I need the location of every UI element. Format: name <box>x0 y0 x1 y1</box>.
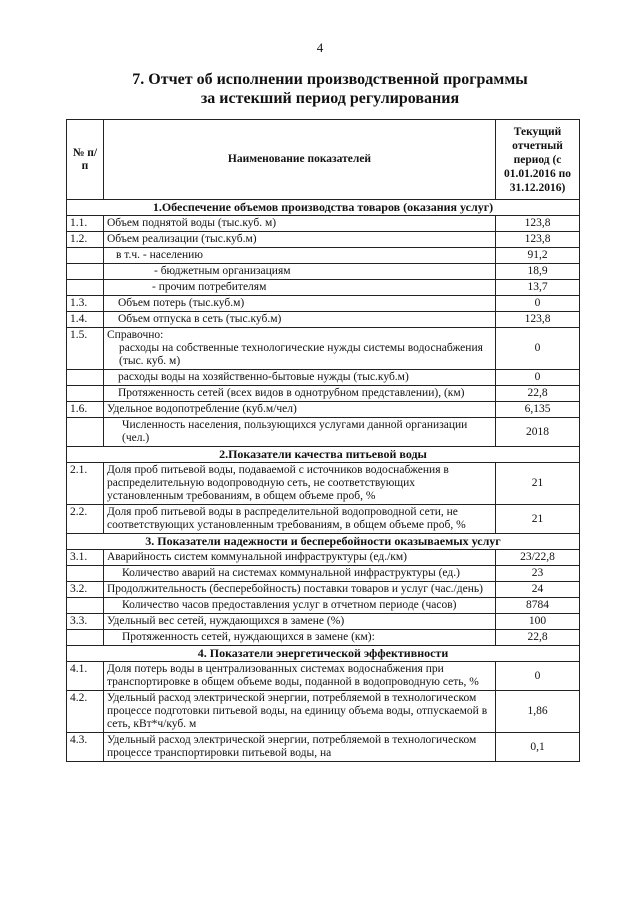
row-value: 21 <box>496 463 580 505</box>
section-title: 1.Обеспечение объемов производства товаров (оказания услуг) <box>67 200 580 216</box>
row-value: 0 <box>496 296 580 312</box>
indicator-text-line: расходы на собственные технологические нужды системы водоснабжения (тыс. куб. м) <box>119 342 483 367</box>
section-header <box>67 447 580 463</box>
table-row <box>67 232 580 248</box>
table-row <box>67 264 580 280</box>
table-row <box>67 733 580 762</box>
row-indicator-name: Объем реализации (тыс.куб.м) <box>104 232 496 248</box>
report-body <box>67 200 580 762</box>
row-number <box>67 630 104 646</box>
table-row <box>67 598 580 614</box>
row-value: 21 <box>496 505 580 534</box>
row-indicator-name: Объем поднятой воды (тыс.куб. м) <box>104 216 496 232</box>
row-value: 1,86 <box>496 691 580 733</box>
title-line-1: 7. Отчет об исполнении производственной программы <box>132 71 528 88</box>
row-indicator-name: Объем отпуска в сеть (тыс.куб.м) <box>104 312 496 328</box>
table-row <box>67 418 580 447</box>
table-row <box>67 402 580 418</box>
row-number: 4.3. <box>67 733 104 762</box>
row-value: 23/22,8 <box>496 550 580 566</box>
row-number: 3.1. <box>67 550 104 566</box>
row-indicator-name: Доля проб питьевой воды в распределительной водопроводной сети, не соответствующих установленным требованиям, в общем объеме проб, % <box>104 505 496 534</box>
indicator-text-line: Справочно: <box>107 329 164 341</box>
row-value: 18,9 <box>496 264 580 280</box>
row-number <box>67 264 104 280</box>
row-number <box>67 386 104 402</box>
row-indicator-name: Протяженность сетей, нуждающихся в замене (км): <box>104 630 496 646</box>
row-number <box>67 598 104 614</box>
row-value: 91,2 <box>496 248 580 264</box>
section-title: 2.Показатели качества питьевой воды <box>67 447 580 463</box>
row-number: 1.2. <box>67 232 104 248</box>
row-indicator-name: Доля проб питьевой воды, подаваемой с источников водоснабжения в распределительную водопроводную сеть, не соответствующих установленным требованиям, в общем объеме проб, % <box>104 463 496 505</box>
table-row <box>67 630 580 646</box>
row-number <box>67 280 104 296</box>
row-value: 8784 <box>496 598 580 614</box>
page-number: 4 <box>316 40 324 55</box>
row-indicator-name: Удельное водопотребление (куб.м/чел) <box>104 402 496 418</box>
row-indicator-name: Объем потерь (тыс.куб.м) <box>104 296 496 312</box>
row-number: 4.1. <box>67 662 104 691</box>
row-indicator-name: Количество аварий на системах коммунальной инфраструктуры (ед.) <box>104 566 496 582</box>
header-row <box>67 120 580 200</box>
row-value: 0 <box>496 662 580 691</box>
row-indicator-name: Протяженность сетей (всех видов в однотрубном представлении), (км) <box>104 386 496 402</box>
row-value: 123,8 <box>496 312 580 328</box>
table-row <box>67 662 580 691</box>
row-number <box>67 566 104 582</box>
row-number <box>67 418 104 447</box>
section-header <box>67 534 580 550</box>
row-number: 1.3. <box>67 296 104 312</box>
table-row <box>67 328 580 370</box>
row-value: 0 <box>496 328 580 370</box>
table-row <box>67 505 580 534</box>
row-value: 0,1 <box>496 733 580 762</box>
row-value: 24 <box>496 582 580 598</box>
table-row <box>67 463 580 505</box>
header-period: Текущий отчетный период (с 01.01.2016 по 31.12.2016) <box>496 120 580 200</box>
row-indicator-name: Удельный расход электрической энергии, потребляемой в технологическом процессе транспортировки питьевой воды, на <box>104 733 496 762</box>
row-number: 3.3. <box>67 614 104 630</box>
table-row <box>67 566 580 582</box>
table-row <box>67 614 580 630</box>
row-number: 2.1. <box>67 463 104 505</box>
report-table <box>66 119 580 762</box>
row-value: 2018 <box>496 418 580 447</box>
table-row <box>67 550 580 566</box>
row-number: 4.2. <box>67 691 104 733</box>
table-row <box>67 216 580 232</box>
row-number <box>67 370 104 386</box>
row-number: 1.1. <box>67 216 104 232</box>
row-number: 1.4. <box>67 312 104 328</box>
page-title <box>60 70 600 108</box>
section-title: 3. Показатели надежности и бесперебойности оказываемых услуг <box>67 534 580 550</box>
row-value: 23 <box>496 566 580 582</box>
row-value: 22,8 <box>496 386 580 402</box>
row-number: 1.5. <box>67 328 104 370</box>
row-indicator-name: - прочим потребителям <box>104 280 496 296</box>
row-value: 22,8 <box>496 630 580 646</box>
table-row <box>67 582 580 598</box>
row-indicator-name: Удельный расход электрической энергии, потребляемой в технологическом процессе подготовки питьевой воды, на единицу объема воды, отпускаемой в сеть, кВт*ч/куб. м <box>104 691 496 733</box>
section-header <box>67 646 580 662</box>
section-title: 4. Показатели энергетической эффективности <box>67 646 580 662</box>
row-indicator-name: Аварийность систем коммунальной инфраструктуры (ед./км) <box>104 550 496 566</box>
table-row <box>67 296 580 312</box>
table-row <box>67 370 580 386</box>
row-value: 100 <box>496 614 580 630</box>
row-value: 123,8 <box>496 216 580 232</box>
header-name: Наименование показателей <box>104 120 496 200</box>
row-indicator-name: Доля потерь воды в централизованных системах водоснабжения при транспортировке в общем объеме воды, поданной в водопроводную сеть, % <box>104 662 496 691</box>
row-number: 1.6. <box>67 402 104 418</box>
row-value: 123,8 <box>496 232 580 248</box>
table-row <box>67 280 580 296</box>
section-header <box>67 200 580 216</box>
header-num: № п/п <box>67 120 104 200</box>
row-value: 6,135 <box>496 402 580 418</box>
row-indicator-name: - бюджетным организациям <box>104 264 496 280</box>
table-row <box>67 248 580 264</box>
row-indicator-name: в т.ч. - населению <box>104 248 496 264</box>
row-indicator-name <box>104 328 496 370</box>
row-indicator-name: Продолжительность (бесперебойность) поставки товаров и услуг (час./день) <box>104 582 496 598</box>
row-indicator-name: Удельный вес сетей, нуждающихся в замене (%) <box>104 614 496 630</box>
row-value: 0 <box>496 370 580 386</box>
table-row <box>67 691 580 733</box>
row-indicator-name: расходы воды на хозяйственно-бытовые нужды (тыс.куб.м) <box>104 370 496 386</box>
row-number: 2.2. <box>67 505 104 534</box>
table-row <box>67 386 580 402</box>
table-row <box>67 312 580 328</box>
row-number: 3.2. <box>67 582 104 598</box>
row-value: 13,7 <box>496 280 580 296</box>
title-line-2: за истекший период регулирования <box>200 90 460 107</box>
row-indicator-name: Численность населения, пользующихся услугами данной организации (чел.) <box>104 418 496 447</box>
row-number <box>67 248 104 264</box>
row-indicator-name: Количество часов предоставления услуг в отчетном периоде (часов) <box>104 598 496 614</box>
